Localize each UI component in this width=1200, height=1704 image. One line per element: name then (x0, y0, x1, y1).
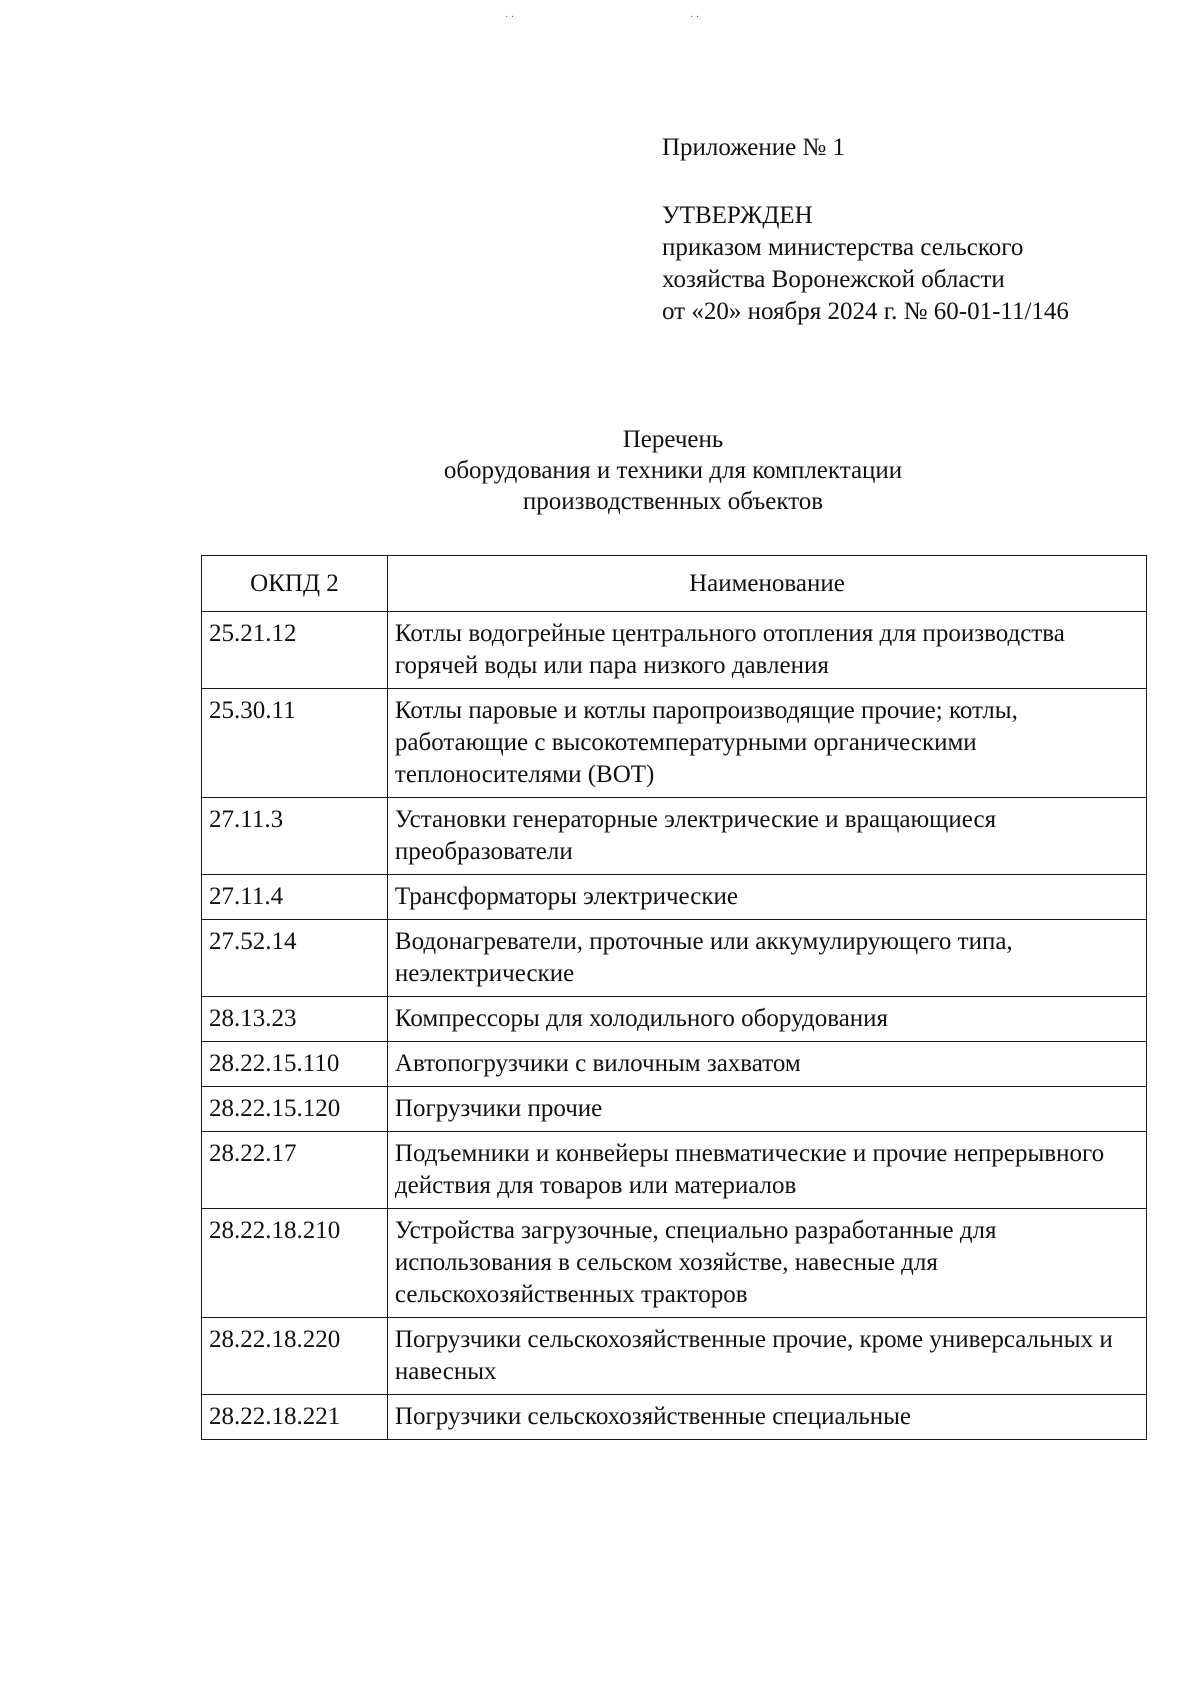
header-code: ОКПД 2 (202, 556, 388, 612)
document-title (200, 424, 1146, 517)
row-name: Водонагреватели, проточные или аккумулирующего типа, неэлектрические (387, 920, 1146, 997)
row-name: Компрессоры для холодильного оборудования (387, 997, 1146, 1042)
table-row (202, 612, 1147, 689)
row-name: Подъемники и конвейеры пневматические и прочие непрерывного действия для товаров или материалов (387, 1132, 1146, 1209)
row-code: 27.52.14 (202, 920, 388, 997)
row-name: Трансформаторы электрические (387, 875, 1146, 920)
row-code: 25.21.12 (202, 612, 388, 689)
row-code: 28.22.15.120 (202, 1087, 388, 1132)
appendix-block (662, 132, 1069, 328)
table-row (202, 1395, 1147, 1440)
table-row (202, 1042, 1147, 1087)
approval-line-1: приказом министерства сельского (662, 234, 1024, 261)
row-name: Котлы водогрейные центрального отопления для производства горячей воды или пара низкого давления (387, 612, 1146, 689)
table-row (202, 1132, 1147, 1209)
row-code: 28.22.17 (202, 1132, 388, 1209)
table-header-row (202, 556, 1147, 612)
row-name: Автопогрузчики с вилочным захватом (387, 1042, 1146, 1087)
table-row (202, 920, 1147, 997)
table-row (202, 875, 1147, 920)
row-name: Погрузчики сельскохозяйственные прочие, кроме универсальных и навесных (387, 1318, 1146, 1395)
row-code: 28.22.18.210 (202, 1209, 388, 1318)
header-name: Наименование (387, 556, 1146, 612)
table-row (202, 1318, 1147, 1395)
row-name: Погрузчики прочие (387, 1087, 1146, 1132)
scan-artifact: · · (505, 12, 515, 23)
row-code: 28.13.23 (202, 997, 388, 1042)
row-name: Погрузчики сельскохозяйственные специальные (387, 1395, 1146, 1440)
row-code: 27.11.4 (202, 875, 388, 920)
table-row (202, 997, 1147, 1042)
title-line-3: производственных объектов (522, 488, 824, 515)
row-code: 28.22.18.220 (202, 1318, 388, 1395)
table-row (202, 798, 1147, 875)
approval-line-2: хозяйства Воронежской области (662, 266, 1005, 293)
title-line-2: оборудования и техники для комплектации (443, 457, 903, 484)
table-row (202, 689, 1147, 798)
scan-artifact: · · (690, 12, 700, 23)
title-line-1: Перечень (622, 426, 724, 453)
row-code: 28.22.15.110 (202, 1042, 388, 1087)
row-name: Устройства загрузочные, специально разработанные для использования в сельском хозяйстве, навесные для сельскохозяйственных тракторов (387, 1209, 1146, 1318)
row-name: Установки генераторные электрические и вращающиеся преобразователи (387, 798, 1146, 875)
approval-line-3: от «20» ноября 2024 г. № 60-01-11/146 (662, 298, 1069, 325)
row-code: 27.11.3 (202, 798, 388, 875)
row-code: 25.30.11 (202, 689, 388, 798)
approved-label: УТВЕРЖДЕН (662, 202, 813, 229)
row-code: 28.22.18.221 (202, 1395, 388, 1440)
appendix-label: Приложение № 1 (662, 134, 846, 161)
row-name: Котлы паровые и котлы паропроизводящие прочие; котлы, работающие с высокотемпературными органическими теплоносителями (ВОТ) (387, 689, 1146, 798)
table-row (202, 1209, 1147, 1318)
equipment-table (201, 555, 1147, 1440)
table-row (202, 1087, 1147, 1132)
